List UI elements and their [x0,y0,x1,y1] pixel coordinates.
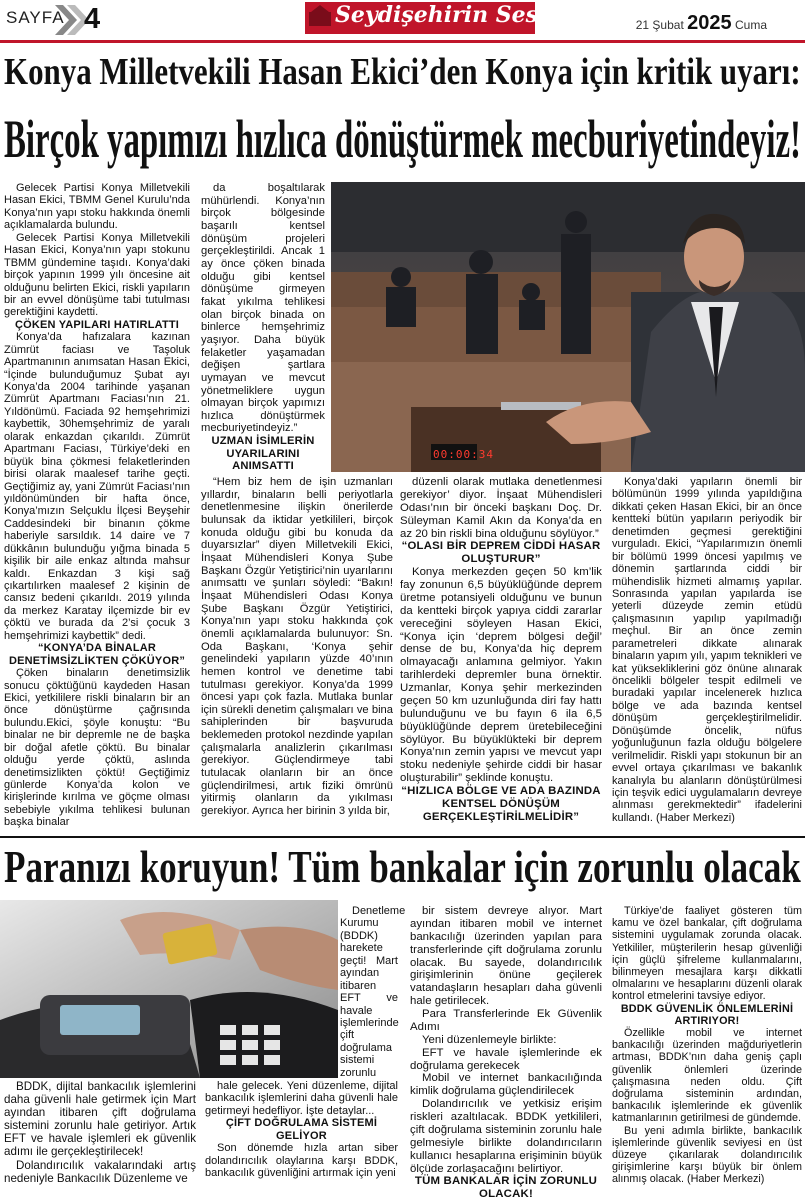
article2-column-2 [205,1080,398,1201]
subheading: BDDK GÜVENLİK ÖNLEMLERİNİ ARTIRIYOR! [620,1002,794,1027]
paragraph: Son dönemde hızla artan siber dolandırıcılık olaylarına karşı BDDK, bankacılık güvenliğini artırmak için yeni [205,1142,398,1180]
paragraph: da boşaltılarak mühürlendi. Konya’nın birçok bölgesinde başarılı kentsel dönüşüm projeleri gerçekleştirildi. Ancak 1 ay önce çöken binada olduğu gibi kentsel dönüşüme girmeyen fakat yıkılma tehlikesi olan birçok binada on binlerce hemşehrimiz yaşıyor. Daha büyük felaketler yaşamadan değişen şartlara uymayan ve mevcut yönetmeliklere uygun olmayan birçok yapımızı hızlıca dönüştürmek mecburiyetindeyiz.” [201,182,325,435]
article2-column-3 [410,905,602,1201]
article2-column-4 [612,905,802,1201]
article1-column-4 [612,476,802,828]
page-number: 4 [84,3,101,35]
paragraph: Konya’daki yapıların önemli bir bölümünün 1999 yılında yapıldığına dikkati çeken Hasan Ekici, bir an önce kentteki bütün yapıların periyodik bir denetimden geçmesi gerektiğini vurguladı. Ekici, “Yapılarımızın önemli bir bölümü 1999 öncesi yapılmış ve dönemin şartlarında ciddi bir mühendislik hizmeti almamış yapılar. Sonrasında yapılan yapılarda ise yeterli düzeyde zemin etüdü çalışmasının yapılıp yapılmadığı meçhul. Bir an önce zemin parametreleri dikkate alınarak binaların yapım yılı, yapım teknikleri ve kat yüksekliklerini göz önüne alınarak öncelikli bölgeler tespit edilmeli ve buradaki yapılar incelenerek hızlıca bölge ve ada bazında kentsel dönüşüm gerçekleştirilmelidir. Dönüşümde öncelik, nüfus yoğunluğunun fazla olduğu bölgelere verilmelidir. Riskli yapı stokunun bir an evvel ortaya çıkarılması ve bakanlık kanalıyla bu alanların dönüştürülmesi için teşvik edici uygulamaların devreye alınması gerekmektedir” ifadelerini kullandı. (Haber Merkezi) [612,476,802,824]
paragraph: Dolandırıcılık vakalarındaki artış nedeniyle Bankacılık Düzenleme ve [4,1158,196,1185]
paragraph: Denetleme Kurumu (BDDK) harekete geçti! Mart ayından itibaren EFT ve havale işlemlerinde çift doğrulama sistemi zorunlu [340,905,406,1079]
subheading: “HIZLICA BÖLGE VE ADA BAZINDA KENTSEL DÖNÜŞÜM GERÇEKLEŞTİRİLMELİDİR” [401,785,601,823]
paragraph: “Hem biz hem de işin uzmanları yıllardır, binaların belli periyotlarla denetlenmesine ilişkin önerilerde bulunsak da iktidar yetkilileri, birçok konuda olduğu gibi bu konuda da duyarsızlar” diyen Milletvekili Ekici, İnşaat Mühendisleri Konya Şube Başkanı Özgür Yetiştirici’nin uyarılarını anımsattı ve şunları söyledi: “Bakın! İnşaat Mühendisleri Odası Konya Şube Başkanı Özgür Yetiştirici, Konya’nın yapı stoku hakkında çok önemli açıklamalarda bulunuyor: Sn. Oda Başkanı, ‘Konya şehir genelindeki yapıların yüzde 40’ının hemen kontrol ve denetime tabi tutulması gerekiyor. Konya’da 1999 öncesi yapı çok fazla. Mutlaka bunlar için sürekli denetim çalışmaları ve bina sahiplerinden bir başvuruda beklemeden protokol nezdinde yapılan çalışmalarla analizlerin çıkarılması gerekiyor. Güçlendirmeye tabi tutulacak olanların bir an önce güçlendirilmesi, artık fiziki ömrünü yitirmiş olanların da yıkılması gerekiyor. Ayrıca her birinin 3 yılda bir, [201,476,393,818]
subheading: TÜM BANKALAR İÇİN ZORUNLU OLACAK! [414,1175,598,1201]
session-clock: 00:00:34 [433,448,494,461]
article1-column-2-bottom [201,476,393,828]
parliament-speaker-photo [331,182,805,472]
section-label: SAYFA [6,8,65,27]
paragraph: hale gelecek. Yeni düzenleme, dijital bankacılık işlemlerini daha güvenli hale getirmeyi hedefliyor. İşte detaylar... [205,1080,398,1117]
article2-column-photo-side [340,905,406,1080]
paragraph: bir sistem devreye alıyor. Mart ayından itibaren mobil ve internet bankacılığı üzerinden yapılan para transferlerinde çift doğrulama zorunlu olacak. Bu sayede, dolandırıcılık girişimlerinin önüne geçilerek vatandaşların hesapları daha güvenli hale getirilecek. [410,905,602,1008]
subheading: ÇİFT DOĞRULAMA SİSTEMİ GELİYOR [225,1117,378,1142]
paragraph: Konya’da hafızalara kazınan Zümrüt faciası ve Taşoluk Apartmanının anımsatan Hasan Ekici, “İçinde bulunduğumuz Şubat ayı Konya’da 2004 tarihinde yaşanan Zümrüt Apartmanı Faciası’nın 21. Yıldönümü. Faciada 92 hemşehrimizi kaybettik, 30hemşehrimiz de yaralı olarak enkazdan çıkarıldı. Zümrüt Apartmanı Faciası, Türkiye’deki en büyük bina çökmesi felaketlerinden birisi olarak maalesef tarihe geçti. Geçtiğimiz ay, yani Zümrüt Faciası’nın yıldönümünden bir hafta önce, Konya’mızın Selçuklu İlçesi Beyşehir Caddesindeki bir binanın çökme haberiyle sarsıldık. 14 daire ve 7 dükkânın bulunduğu yığma binada 5 kişilik bir aile enkaz altında mahsur kaldı. Enkazdan 3 kişi sağ çıkartılırken maalesef 2 kişinin de cansız bedeni çıkarıldı. 2019 yılında da merkez Karatay ilçemizde bir ev çöktü ve burada da 2’si çocuk 3 hemşehrimizi kaybettik” dedi. [4,331,190,642]
paragraph: Konya merkezden geçen 50 km’lik fay zonunun 6,5 büyüklüğünde deprem üretme potansiyeli olduğunu ve bunun da kentteki birçok yapıya ciddi zararlar vereceğini söyleyen Hasan Ekici, “Konya için ‘deprem bölgesi değil’ dense de bu, Konya’da hiç deprem olmayacağı anlamına gelmiyor. Yakın tarihlerdeki depremler buna örnektir. Uzmanlar, Konya şehir merkezinden geçen 50 km uzunluğunda diri fay hattı bulunduğunu ve bu fayın 6 ila 6,5 büyüklüğünde deprem üretebileceğini söylüyor. Bu büyüklükteki bir deprem Konya’nın zemin yapısı ve mevcut yapı stoku nedeniyle şehirde ciddi bir hasar oluşturabilir” şeklinde konuştu. [400,566,602,785]
paragraph: düzenli olarak mutlaka denetlenmesi gerekiyor’ diyor. İnşaat Mühendisleri Odası’nın bir önceki başkanı Doç. Dr. Süleyman Kamil Akın da Konya’da en az 20 bin riskli bina olduğunu söylüyor.” [400,476,602,540]
article2-column-1 [4,1080,196,1201]
article1-column-2-top [201,182,325,476]
paragraph: Gelecek Partisi Konya Milletvekili Hasan Ekici, TBMM Genel Kurulu’nda Konya’nın yapı stoku hakkında önemli açıklamalarda bulundu. [4,182,190,232]
paragraph: Mobil ve internet bankacılığında kimlik doğrulama güçlendirilecek [410,1072,602,1098]
masthead [0,0,805,42]
article-divider [0,836,805,838]
paragraph: BDDK, dijital bankacılık işlemlerini daha güvenli hale getirmek için Mart ayından itibaren çift doğrulama sistemini zorunlu hale getiriyor. Artık EFT ve havale işlemleri ek güvenlik adımı ile gerçekleştirilecek! [4,1080,196,1159]
article1-column-1 [4,182,190,828]
date-year: 2025 [687,12,732,34]
subheading: ÇÖKEN YAPILARI HATIRLATTI [14,318,180,331]
bank-card-terminal-photo [0,900,338,1078]
subheading: “OLASI BİR DEPREM CİDDİ HASAR OLUŞTURUR” [401,540,601,566]
article1-column-3 [400,476,602,828]
paragraph: Yeni düzenlemeyle birlikte: [422,1033,557,1046]
paragraph: Özellikle mobil ve internet bankacılığı üzerinden mağduriyetlerin artması, BDDK’nın daha geniş çaplı güvenlik önlemleri üzerinde çalışmasına neden oldu. Çift doğrulama sisteminin ardından, bankacılık işlemlerinde ek güvenlik katmanlarının getirilmesi de gündemde. [612,1027,802,1125]
paragraph: Türkiye’de faaliyet gösteren tüm kamu ve özel bankalar, çift doğrulama sistemini uygulamak zorunda olacak. Yetkililer, müşterilerin hesap güvenliği için güçlü şifreleme kullanmalarını, bilinmeyen mesajlara karşı dikkatli olmalarını ve hesaplarını düzenli olarak kontrol etmelerini tavsiye ediyor. [612,905,802,1003]
issue-date [636,12,767,35]
paragraph: Çöken binaların denetimsizlik sonucu çöktüğünü kaydeden Hasan Ekici, yetkililere riskli binaların bir an önce dönüştürme çağrısında bulundu.Ekici, şöyle konuştu: “Bu binalar ne bir depremle ne de başka bir doğal afetle çöktü. Bu binalar olduğu yerde çöktü, aslında denetimsizlikten çöktü! Geçtiğimiz günlerde Konya’da kolon ve kirişlerinde kırılma ve göçme olması sebebiyle yıkılma tehlikesi bulunan başka binalar [4,667,190,829]
subheading: UZMAN İSİMLERİN UYARILARINI ANIMSATTI [211,435,315,473]
paragraph: Para Transferlerinde Ek Güvenlik Adımı [410,1008,602,1033]
date-weekday: Cuma [734,18,767,32]
article1-headline-line2: Birçok yapımızı hızlıca dönüştürmek mecburiyetindeyiz! [4,109,801,169]
paragraph: Bu yeni adımla birlikte, bankacılık işlemlerinde güvenlik seviyesi en üst düzeye çıkarılarak dolandırıcılık girişimlerine karşı büyük bir önlem alınmış olacak. (Haber Merkezi) [612,1124,802,1186]
paragraph: EFT ve havale işlemlerinde ek doğrulama gerekecek [410,1046,602,1072]
article1-headline-line1: Konya Milletvekili Hasan Ekici’den Konya için kritik uyarı: [4,51,801,93]
subheading: “KONYA’DA BİNALAR DENETİMSİZLİKTEN ÇÖKÜYOR” [8,642,186,667]
paragraph: Dolandırıcılık ve yetkisiz erişim riskleri azaltılacak. BDDK yetkilileri, çift doğrulama sisteminin zorunlu hale gelmesiyle birlikte dolandırıcıların kullanıcı hesaplarına erişiminin büyük ölçüde zorlaşacağını belirtiyor. [410,1098,602,1175]
newspaper-name: Seydişehirin Sesi [335,2,547,28]
masthead-rule [0,40,805,43]
paragraph: Gelecek Partisi Konya Milletvekili Hasan Ekici, Konya’nın yapı stokunu TBMM gündemine taşıdı. Konya’daki birçok yapının 1999 yılı öncesine ait olduğunu belirten Ekici, riskli yapıların bir an evvel dönüşüme tabi tutulması gerektiğini kaydetti. [4,231,190,319]
article2-headline: Paranızı koruyun! Tüm bankalar için zorunlu olacak [4,841,801,892]
date-day: 21 Şubat [635,18,684,32]
